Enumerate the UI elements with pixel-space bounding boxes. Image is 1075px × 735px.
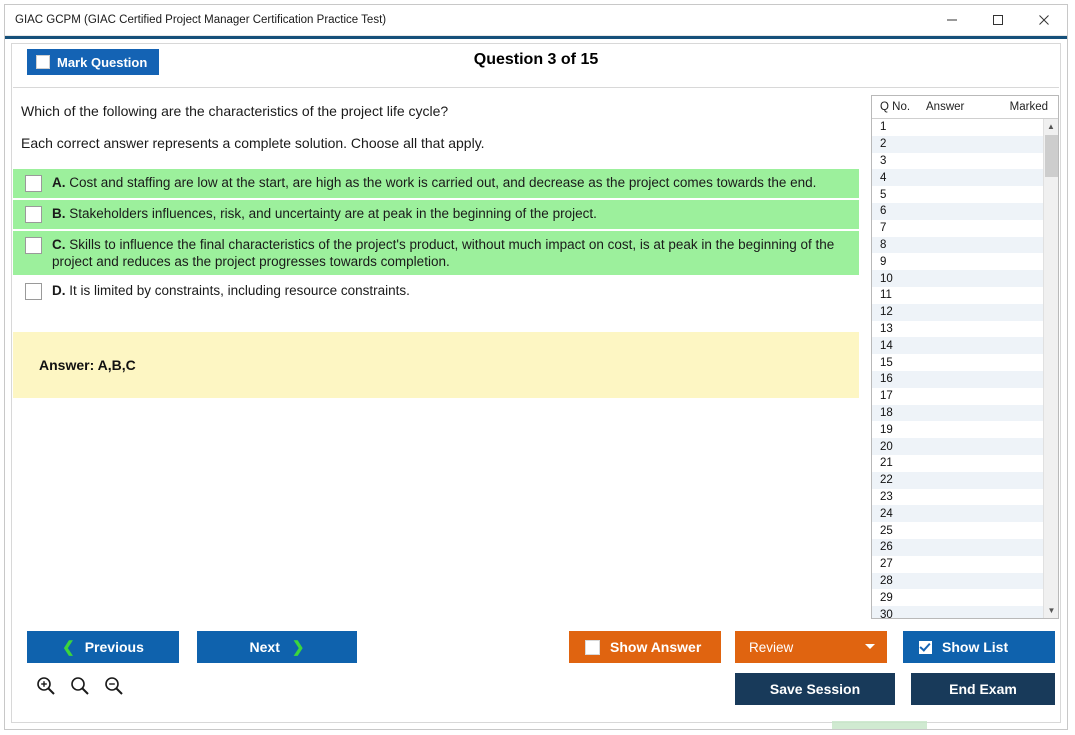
header-divider	[13, 87, 1059, 88]
question-list-row[interactable]	[872, 186, 1043, 203]
question-list-row[interactable]	[872, 354, 1043, 371]
question-list-number: 24	[880, 507, 893, 520]
option-row-d[interactable]	[13, 277, 859, 306]
question-list-number: 13	[880, 322, 893, 335]
question-list-number: 4	[880, 171, 887, 184]
question-list-row[interactable]	[872, 321, 1043, 338]
window-title: GIAC GCPM (GIAC Certified Project Manager Certification Practice Test)	[15, 14, 387, 26]
exam-header	[13, 49, 1059, 79]
question-list-row[interactable]	[872, 556, 1043, 573]
question-list-number: 11	[880, 289, 892, 302]
application-window	[4, 4, 1068, 730]
answer-panel	[13, 332, 859, 398]
column-header-answer: Answer	[926, 101, 965, 113]
save-session-label: Save Session	[769, 681, 861, 697]
question-list-row[interactable]	[872, 421, 1043, 438]
answer-text: Answer: A,B,C	[39, 357, 136, 373]
question-list-number: 6	[880, 205, 887, 218]
question-list-number: 22	[880, 474, 893, 487]
question-list-number: 17	[880, 390, 893, 403]
question-instruction: Each correct answer represents a complete solution. Choose all that apply.	[21, 135, 485, 151]
show-answer-label: Show Answer	[610, 639, 702, 655]
question-stem: Which of the following are the characteristics of the project life cycle?	[21, 103, 449, 119]
question-list-header	[872, 96, 1058, 119]
question-list-row[interactable]	[872, 522, 1043, 539]
option-row-b[interactable]	[13, 200, 859, 229]
scroll-down-icon[interactable]: ▼	[1047, 606, 1056, 615]
question-list-number: 23	[880, 490, 893, 503]
show-answer-checkbox-icon	[585, 640, 600, 655]
review-label: Review	[749, 639, 794, 655]
question-list-number: 19	[880, 423, 893, 436]
question-list-panel	[871, 95, 1059, 619]
question-list-number: 30	[880, 608, 893, 618]
question-list-number: 15	[880, 356, 893, 369]
scroll-up-icon[interactable]: ▲	[1047, 122, 1055, 131]
next-label: Next	[249, 639, 280, 655]
question-list-row[interactable]	[872, 169, 1043, 186]
zoom-out-icon[interactable]	[103, 675, 125, 697]
question-list-number: 14	[880, 339, 893, 352]
question-list-row[interactable]	[872, 606, 1043, 618]
question-list-number: 10	[880, 272, 893, 285]
option-checkbox-a[interactable]	[25, 175, 42, 192]
option-row-c[interactable]	[13, 231, 859, 275]
question-list-row[interactable]	[872, 589, 1043, 606]
window-controls	[929, 5, 1067, 35]
question-list-row[interactable]	[872, 237, 1043, 254]
question-list-row[interactable]	[872, 405, 1043, 422]
question-list-number: 20	[880, 440, 893, 453]
zoom-in-icon[interactable]	[35, 675, 57, 697]
question-list-row[interactable]	[872, 287, 1043, 304]
close-icon[interactable]	[1021, 5, 1067, 35]
previous-button[interactable]	[27, 631, 179, 663]
show-list-checkbox-icon	[919, 641, 932, 654]
question-list-row[interactable]	[872, 253, 1043, 270]
question-list-number: 2	[880, 138, 887, 151]
question-list-number: 28	[880, 574, 893, 587]
question-list-number: 18	[880, 406, 893, 419]
client-area	[5, 36, 1067, 729]
show-list-label: Show List	[942, 639, 1009, 655]
question-area	[13, 95, 859, 619]
option-text-a	[52, 173, 816, 191]
question-list-number: 3	[880, 154, 887, 167]
question-list-number: 1	[880, 121, 887, 134]
show-list-button[interactable]	[903, 631, 1055, 663]
question-list-number: 25	[880, 524, 893, 537]
end-exam-label: End Exam	[949, 681, 1017, 697]
option-label-a: A.	[52, 175, 66, 190]
question-list-number: 5	[880, 188, 887, 201]
question-list-number: 7	[880, 222, 887, 235]
chevron-right-icon: ❯	[291, 639, 305, 656]
question-list-number: 21	[880, 457, 893, 470]
column-header-qno: Q No.	[880, 101, 911, 113]
column-header-marked: Marked	[1009, 101, 1048, 113]
review-dropdown-button[interactable]	[735, 631, 887, 663]
status-accent	[832, 721, 927, 729]
question-list-number: 8	[880, 238, 887, 251]
question-rows	[872, 119, 1043, 618]
chevron-left-icon: ❮	[62, 639, 75, 656]
question-list-row[interactable]	[872, 337, 1043, 354]
question-list-row[interactable]	[872, 270, 1043, 287]
option-text-d	[52, 281, 410, 299]
options-list	[13, 169, 859, 306]
question-list-number: 12	[880, 306, 893, 319]
option-label-c: C.	[52, 237, 66, 252]
option-body-c: Skills to influence the final characteristics of the project's product, without much impact on cost, is at peak in the beginning of the project and reduces as the project progresses towards completion.	[52, 237, 835, 269]
question-list-row[interactable]	[872, 220, 1043, 237]
question-list-row[interactable]	[872, 455, 1043, 472]
question-list-row[interactable]	[872, 388, 1043, 405]
option-label-b: B.	[52, 206, 66, 221]
question-list-row[interactable]	[872, 153, 1043, 170]
question-list-row[interactable]	[872, 136, 1043, 153]
question-list-scrollbar[interactable]	[1043, 119, 1058, 618]
question-list-row[interactable]	[872, 505, 1043, 522]
save-session-button[interactable]	[735, 673, 895, 705]
option-text-c	[52, 235, 853, 270]
question-list-row[interactable]	[872, 472, 1043, 489]
question-list-row[interactable]	[872, 119, 1043, 136]
zoom-tools	[35, 675, 125, 697]
option-checkbox-b[interactable]	[25, 206, 42, 223]
question-list-number: 27	[880, 558, 893, 571]
question-list-row[interactable]	[872, 371, 1043, 388]
question-list-number: 26	[880, 541, 893, 554]
option-body-d: It is limited by constraints, including resource constraints.	[69, 283, 410, 298]
minimize-icon[interactable]	[929, 5, 975, 35]
option-body-b: Stakeholders influences, risk, and uncertainty are at peak in the beginning of the project.	[69, 206, 597, 221]
question-list-row[interactable]	[872, 489, 1043, 506]
option-body-a: Cost and staffing are low at the start, are high as the work is carried out, and decrease as the project comes towards the end.	[69, 175, 817, 190]
question-list-row[interactable]	[872, 539, 1043, 556]
next-button[interactable]	[197, 631, 357, 663]
previous-label: Previous	[84, 639, 144, 655]
question-list-row[interactable]	[872, 438, 1043, 455]
question-counter: Question 3 of 15	[473, 51, 599, 68]
chevron-down-icon	[865, 644, 875, 649]
maximize-icon[interactable]	[975, 5, 1021, 35]
option-text-b	[52, 204, 597, 222]
question-list-number: 29	[880, 591, 893, 604]
scrollbar-thumb[interactable]	[1045, 135, 1058, 177]
question-list-row[interactable]	[872, 304, 1043, 321]
question-list-number: 16	[880, 373, 893, 386]
question-list-row[interactable]	[872, 573, 1043, 590]
end-exam-button[interactable]	[911, 673, 1055, 705]
option-checkbox-c[interactable]	[25, 237, 42, 254]
title-bar	[5, 5, 1067, 36]
option-row-a[interactable]	[13, 169, 859, 198]
option-label-d: D.	[52, 283, 66, 298]
question-list-number: 9	[880, 255, 887, 268]
zoom-icon[interactable]	[69, 675, 91, 697]
question-list-body	[872, 119, 1058, 618]
option-checkbox-d[interactable]	[25, 283, 42, 300]
show-answer-button[interactable]	[569, 631, 721, 663]
status-bar	[5, 719, 1067, 729]
bottom-toolbar	[13, 625, 1059, 723]
question-list-row[interactable]	[872, 203, 1043, 220]
mark-question-label: Mark Question	[57, 54, 148, 70]
